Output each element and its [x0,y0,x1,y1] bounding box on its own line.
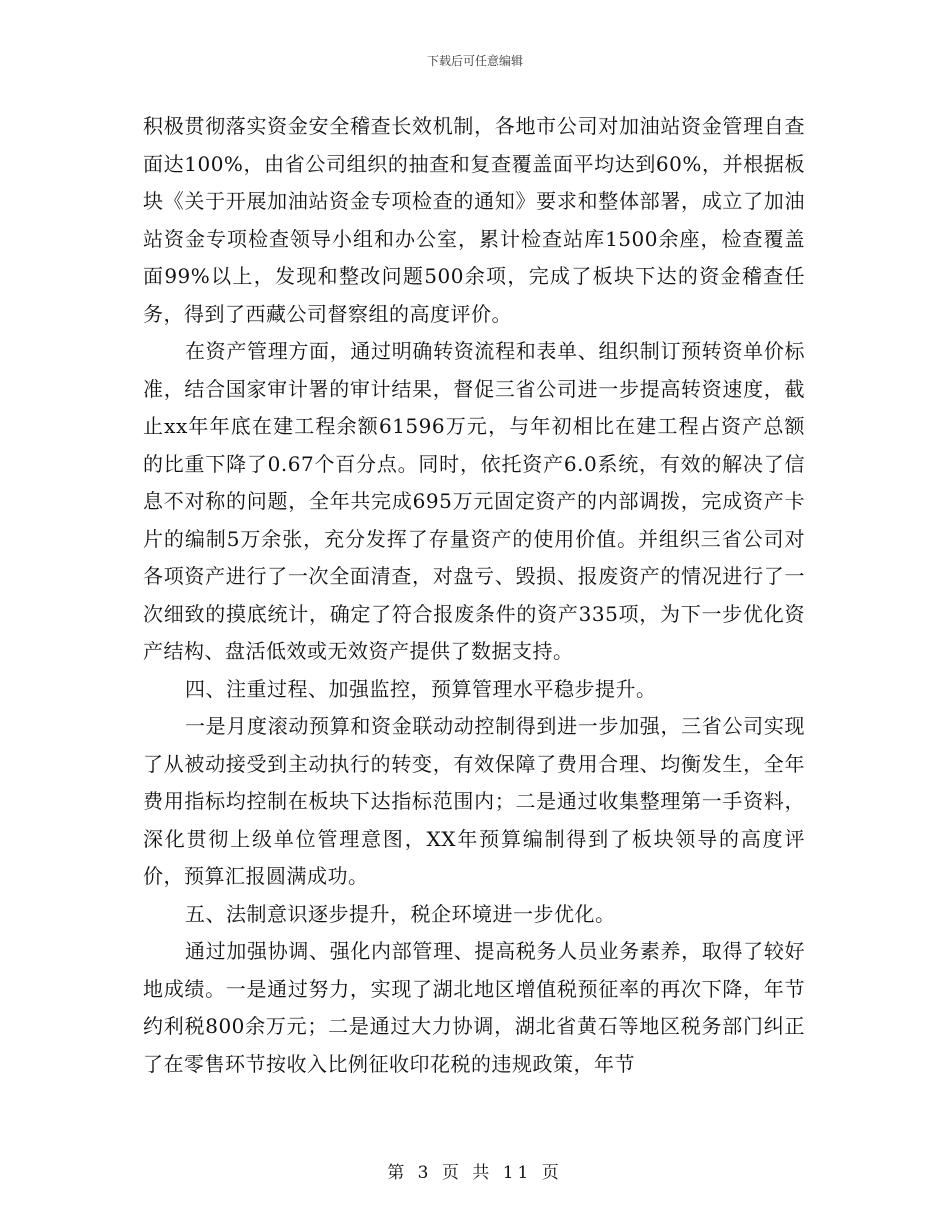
paragraph-4: 通过加强协调、强化内部管理、提高税务人员业务素养，取得了较好地成绩。一是通过努力，实现了湖北地区增值税预征率的再次下降，年节约利税800余万元；二是通过大力协调，湖北省黄石等地区税务部门纠正了在零售环节按收入比例征收印花税的违规政策，年节 [143,939,805,1076]
document-body [143,108,805,1083]
page-footer: 第 3 页 共 11 页 [387,1163,563,1183]
paragraph-3: 一是月度滚动预算和资金联动动控制得到进一步加强，三省公司实现了从被动接受到主动执行的转变，有效保障了费用合理、均衡发生，全年费用指标均控制在板块下达指标范围内；二是通过收集整理第一手资料，深化贯彻上级单位管理意图，XX年预算编制得到了板块领导的高度评价，预算汇报圆满成功。 [143,714,805,888]
paragraph-1: 积极贯彻落实资金安全稽查长效机制，各地市公司对加油站资金管理自查面达100%，由省公司组织的抽查和复查覆盖面平均达到60%，并根据板块《关于开展加油站资金专项检查的通知》要求和整体部署，成立了加油站资金专项检查领导小组和办公室，累计检查站库1500余座，检查覆盖面99%以上，发现和整改问题500余项，完成了板块下达的资金稽查任务，得到了西藏公司督察组的高度评价。 [143,114,805,326]
section-heading-4: 四、注重过程、加强监控，预算管理水平稳步提升。 [185,676,657,701]
paragraph-2: 在资产管理方面，通过明确转资流程和表单、组织制订预转资单价标准，结合国家审计署的审计结果，督促三省公司进一步提高转资速度，截止xx年年底在建工程余额61596万元，与年初相比在建工程占资产总额的比重下降了0.67个百分点。同时，依托资产6.0系统，有效的解决了信息不对称的问题，全年共完成695万元固定资产的内部调拨，完成资产卡片的编制5万余张，充分发挥了存量资产的使用价值。并组织三省公司对各项资产进行了一次全面清查，对盘亏、毁损、报废资产的情况进行了一次细致的摸底统计，确定了符合报废条件的资产335项，为下一步优化资产结构、盘活低效或无效资产提供了数据支持。 [143,339,805,663]
page-header: 下载后可任意编辑 [426,54,523,68]
section-heading-5: 五、法制意识逐步提升，税企环境进一步优化。 [185,901,616,926]
